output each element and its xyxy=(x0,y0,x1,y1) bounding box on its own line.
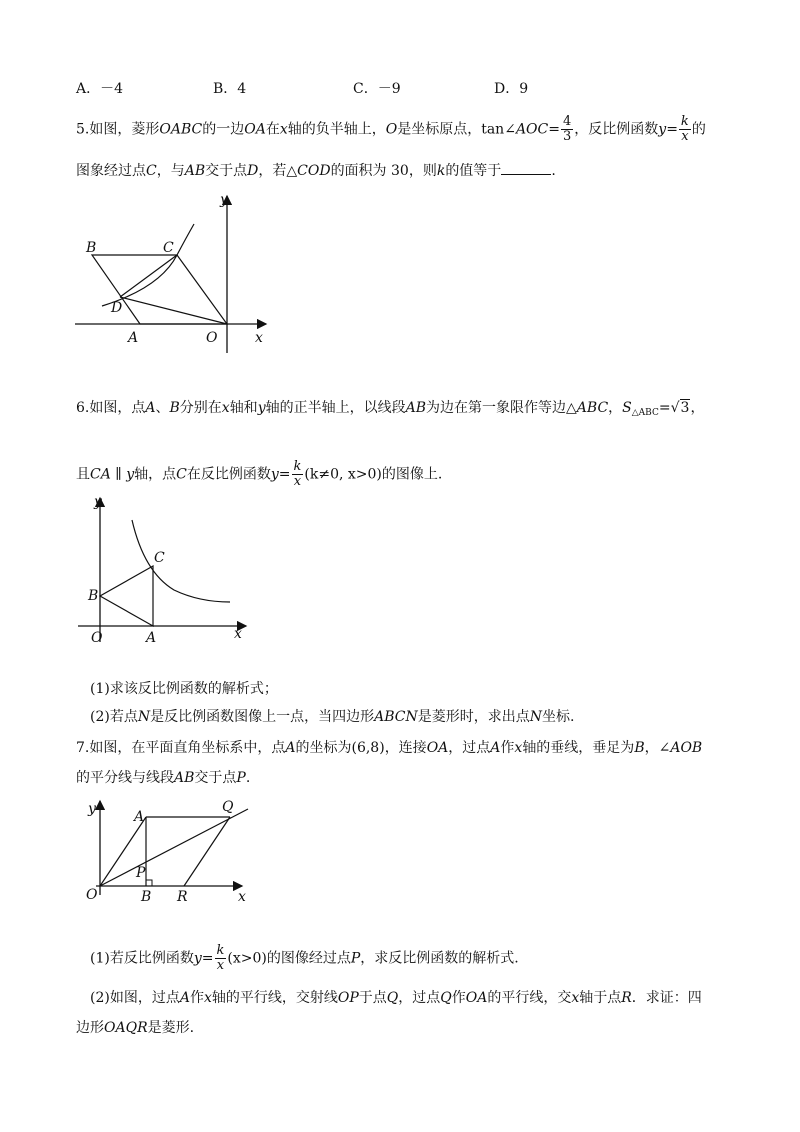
q7-label-q: Q xyxy=(222,799,234,815)
q6-label-c: C xyxy=(154,550,165,566)
q7-label-a: A xyxy=(134,809,145,825)
q6-line-2: 且CA ∥ y轴，点C在反比例函数y= $\frac{k}{x}$ (k≠0, x>0)的图像上. xyxy=(76,459,443,489)
q5-label-y: y xyxy=(220,192,228,208)
q6-k-over-x: $\frac{k}{x}$ xyxy=(293,459,302,489)
q6-label-y: y xyxy=(94,494,102,510)
q6-line-1: 6.如图，点A、B分别在x轴和y轴的正半轴上，以线段AB为边在第一象限作等边△ABC，$S_{\triangle ABC}=√3$， xyxy=(76,400,705,418)
q7-number: 7. xyxy=(76,740,90,756)
q5-label-a: A xyxy=(128,330,139,346)
q7-label-y: y xyxy=(88,801,96,817)
q6-figure xyxy=(74,492,264,648)
q7-ray-op xyxy=(100,809,248,886)
q5-line-1: 5.如图，菱形OABC的一边OA在x轴的负半轴上，O是坐标原点，tan∠AOC= $\frac{4}{3}$ ，反比例函数y= $\frac{k}{x}$ 的 xyxy=(76,114,706,144)
q5-label-c: C xyxy=(163,240,174,256)
q5-label-b: B xyxy=(86,240,97,256)
q5-segment-dc xyxy=(120,255,177,297)
q7-label-p: P xyxy=(136,865,146,881)
q7-sub-2-line-2: 边形OAQR是菱形. xyxy=(76,1020,195,1036)
q6-triangle-abc xyxy=(100,566,153,626)
q5-figure xyxy=(70,188,280,358)
option-c: C．－9 xyxy=(353,81,401,97)
q7-right-angle-mark xyxy=(146,880,152,886)
q7-segment-qr xyxy=(184,817,230,886)
option-a: A．－4 xyxy=(76,81,124,97)
q6-label-o: O xyxy=(91,630,103,646)
option-b: B．4 xyxy=(213,81,247,97)
q7-figure xyxy=(78,795,260,911)
q6-hyperbola-curve xyxy=(132,520,230,602)
q6-label-x: x xyxy=(234,626,242,642)
q6-number: 6. xyxy=(76,400,90,416)
q7-sub-1: (1)若反比例函数y= $\frac{k}{x}$ (x>0)的图像经过点P，求反比例函数的解析式. xyxy=(90,943,519,973)
q5-label-x: x xyxy=(255,330,263,346)
q5-label-o: O xyxy=(206,330,218,346)
q6-sub-2: (2)若点N是反比例函数图像上一点，当四边形ABCN是菱形时，求出点N坐标. xyxy=(90,709,575,725)
q7-line-1: 7.如图，在平面直角坐标系中，点A的坐标为(6,8)，连接OA，过点A作x轴的垂线，垂足为B，∠AOB xyxy=(76,740,703,756)
q6-sub-1: (1)求该反比例函数的解析式； xyxy=(90,681,278,697)
q7-label-x: x xyxy=(238,889,246,905)
q6-label-b: B xyxy=(88,588,99,604)
q7-label-b: B xyxy=(141,889,152,905)
q7-line-2: 的平分线与线段AB交于点P. xyxy=(76,770,251,786)
q5-k-over-x: $\frac{k}{x}$ xyxy=(680,114,689,144)
option-d: D．9 xyxy=(494,81,529,97)
q5-answer-blank xyxy=(501,160,551,175)
q7-label-o: O xyxy=(86,887,98,903)
q5-hyperbola-curve xyxy=(102,224,194,306)
q5-tan-fraction: $\frac{4}{3}$ xyxy=(562,114,572,144)
q5-line-2: 图象经过点C，与AB交于点D，若△COD的面积为 30，则k的值等于 . xyxy=(76,160,556,181)
q7-label-r: R xyxy=(177,889,188,905)
q5-label-d: D xyxy=(111,300,123,316)
q5-number: 5. xyxy=(76,121,90,138)
q6-label-a: A xyxy=(146,630,157,646)
q7-sub-2: (2)如图，过点A作x轴的平行线，交射线OP于点Q，过点Q作OA的平行线，交x轴于点R．求证：四 xyxy=(90,990,702,1006)
q7-k-over-x: $\frac{k}{x}$ xyxy=(216,943,225,973)
